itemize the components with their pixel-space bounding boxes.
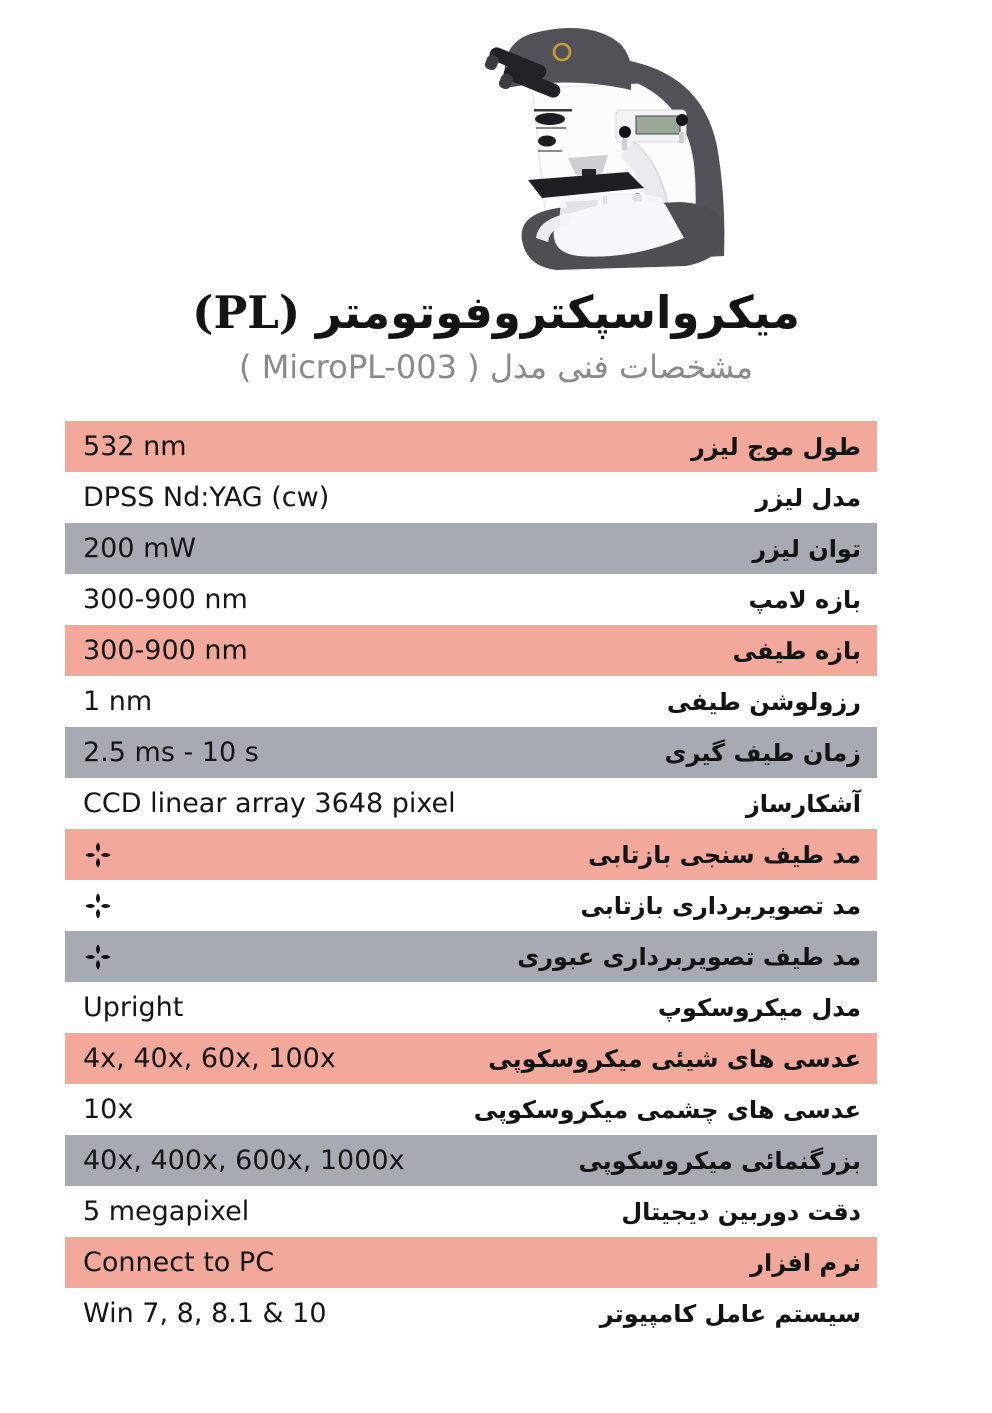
spec-label: رزولوشن طیفی [666,687,861,716]
spec-row-microscope-model [65,982,877,1033]
spec-value: CCD linear array 3648 pixel [83,788,456,819]
spec-row-software [65,1237,877,1288]
spec-label: طول موج لیزر [691,432,861,461]
spec-row-laser-model [65,472,877,523]
spec-row-reflective-spectroscopy-mode [65,829,877,880]
lcd-screen [636,116,680,134]
spec-label: مدل لیزر [755,483,861,512]
spec-value: 200 mW [83,533,197,564]
spec-value: Connect to PC [83,1247,275,1278]
spec-value: 2.5 ms - 10 s [83,737,259,768]
spec-label: مد طیف سنجی بازتابی [588,840,861,869]
spec-row-transmission-imaging-mode [65,931,877,982]
spec-row-laser-power [65,523,877,574]
spec-row-magnification [65,1135,877,1186]
spec-value: 5 megapixel [83,1196,250,1227]
spec-label: سیستم عامل کامپیوتر [599,1299,861,1328]
spec-value: 40x, 400x, 600x, 1000x [83,1145,405,1176]
spec-value: 1 nm [83,686,153,717]
spec-row-objective-lenses [65,1033,877,1084]
spec-label: مد تصویربرداری بازتابی [580,891,861,920]
spec-value: 10x [83,1094,134,1125]
four-petal-asterisk-icon [83,942,113,972]
spec-row-laser-wavelength [65,421,877,472]
spec-value: 300-900 nm [83,584,248,615]
spec-label: نرم افزار [750,1248,861,1277]
page-subtitle-fa: مشخصات فنی مدل [489,348,753,386]
spec-row-camera-resolution [65,1186,877,1237]
spec-value [65,840,113,870]
spec-label: عدسی های شیئی میکروسکوپی [488,1044,861,1073]
spec-label: آشکارساز [745,789,861,818]
spec-row-eyepiece-lenses [65,1084,877,1135]
microscope-illustration [440,8,770,280]
spec-row-spectral-range [65,625,877,676]
spec-label: مد طیف تصویربرداری عبوری [517,942,861,971]
four-petal-asterisk-icon [83,840,113,870]
four-petal-asterisk-icon [83,891,113,921]
spec-label: توان لیزر [752,534,861,563]
spec-value: Upright [83,992,184,1023]
page-subtitle [0,348,992,386]
spec-value [65,891,113,921]
spec-row-acquisition-time [65,727,877,778]
page-subtitle-model: ( MicroPL-003 ) [239,348,480,386]
spec-value: 4x, 40x, 60x, 100x [83,1043,336,1074]
spec-label: زمان طیف گیری [664,738,861,767]
spec-value [65,942,113,972]
spec-label: عدسی های چشمی میکروسکوپی [473,1095,861,1124]
spec-label: بازه طیفی [732,636,861,665]
spec-row-detector [65,778,877,829]
spec-value: Win 7, 8, 8.1 & 10 [83,1298,327,1329]
page-title-en: (PL) [192,286,301,339]
spec-row-operating-system [65,1288,877,1339]
page-title-fa: میکرواسپکتروفوتومتر [315,286,800,339]
spec-value: DPSS Nd:YAG (cw) [83,482,330,513]
spec-label: بزرگنمائی میکروسکوپی [578,1146,861,1175]
spec-label: مدل میکروسکوپ [657,993,861,1022]
spec-label: دقت دوربین دیجیتال [621,1197,861,1226]
spec-row-lamp-range [65,574,877,625]
spec-label: بازه لامپ [748,585,861,614]
page-title [0,286,992,339]
spec-row-reflective-imaging-mode [65,880,877,931]
spec-value: 532 nm [83,431,187,462]
spec-table [65,421,877,1339]
spec-value: 300-900 nm [83,635,248,666]
spec-row-spectral-resolution [65,676,877,727]
